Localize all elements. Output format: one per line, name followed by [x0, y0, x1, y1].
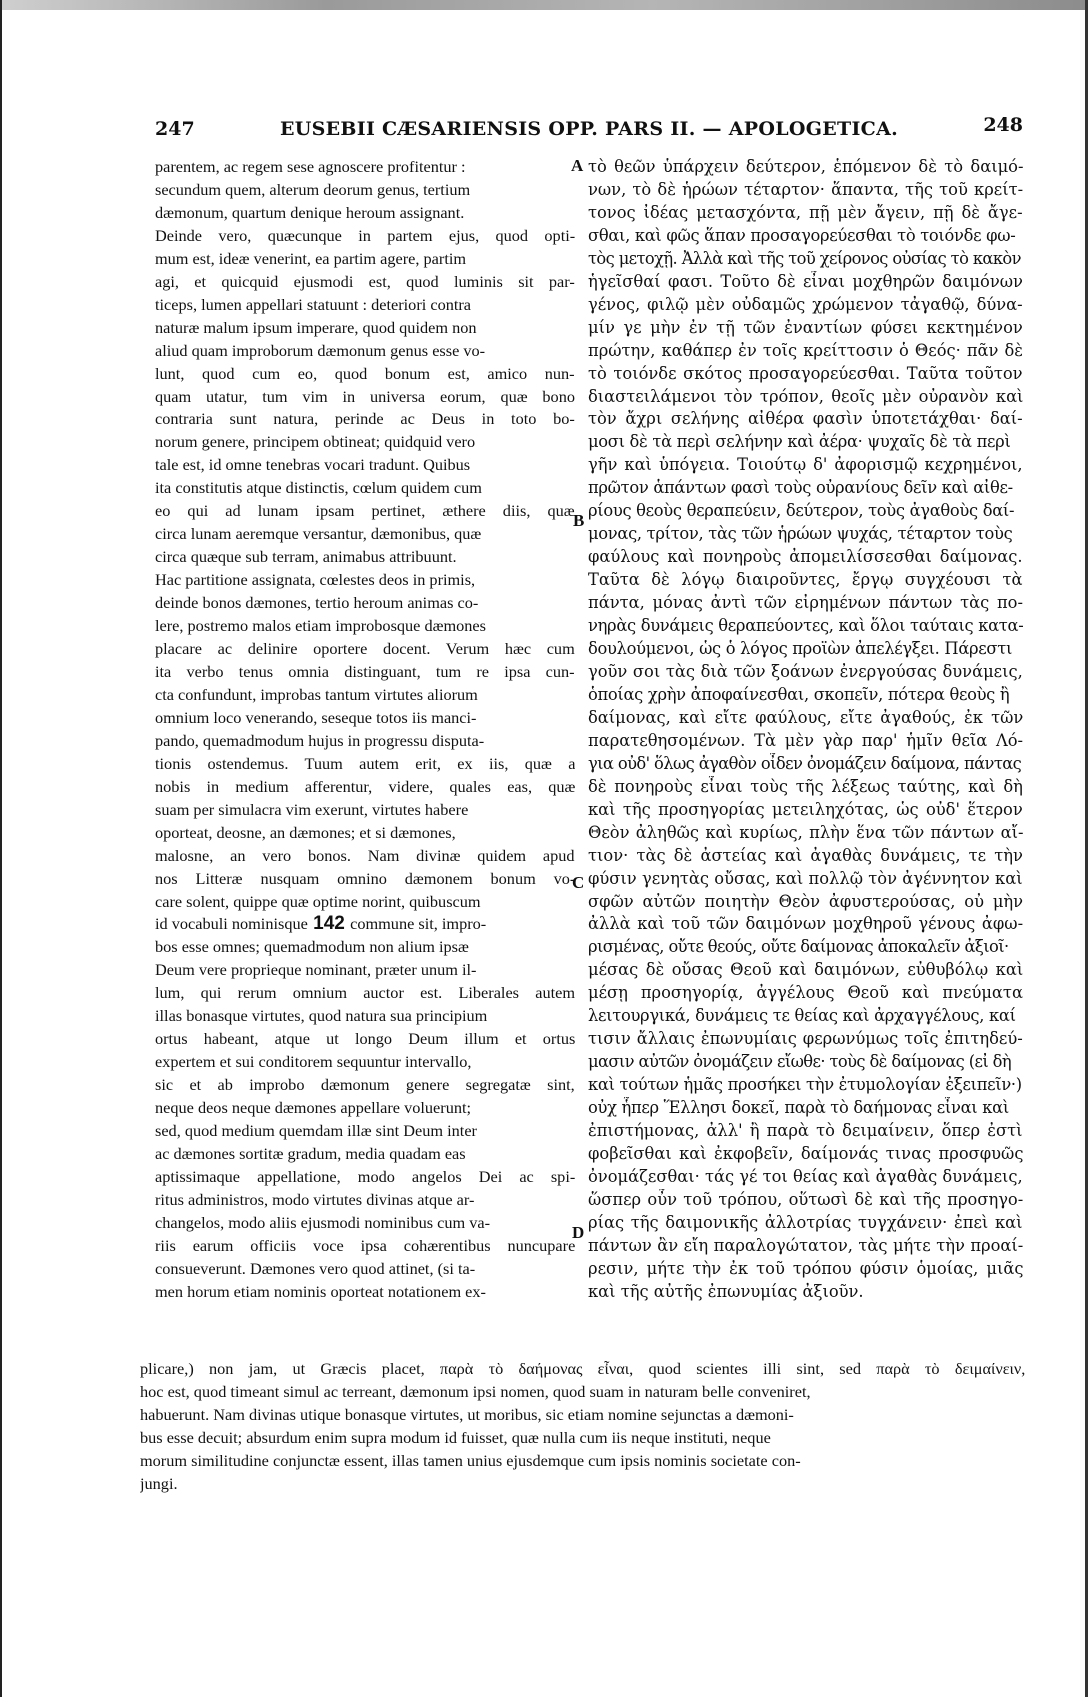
text-line: [588, 1005, 1023, 1028]
text-line: [155, 959, 575, 982]
text-line: [155, 592, 575, 615]
line-text: deinde bonos dæmones, tertio heroum animas co-: [155, 593, 479, 613]
line-text: sed, quod medium quemdam illæ sint Deum inter: [155, 1121, 477, 1141]
line-text: παρατεθησομένων. Τὰ μὲν γὰρ παρ' ἡμῖν θεῖα Λό-: [588, 730, 1023, 750]
line-text: lere, postremo malos etiam improbosque dæmones: [155, 616, 486, 636]
text-line: [588, 294, 1023, 317]
text-line: [588, 1051, 1023, 1074]
line-text: aliud quam improborum dæmonum genus esse vo-: [155, 340, 486, 360]
text-line: [588, 913, 1023, 936]
latin-column: [155, 156, 575, 1356]
text-line: [155, 776, 575, 799]
text-line: [588, 202, 1023, 225]
line-text: men horum etiam nominis oporteat notationem ex-: [155, 1281, 486, 1301]
bottom-text-line: habuerunt. Nam divinas utique bonasque virtutes, ut moribus, sic etiam nomine sejunctas a dæmoni-: [140, 1405, 794, 1425]
text-line: [155, 1212, 575, 1235]
line-text: ἐπιστήμονας, ἀλλ' ἢ παρὰ τὸ δειμαίνειν, ὅπερ ἐστὶ: [588, 1121, 1023, 1141]
line-text: δαίμονας, καὶ εἴτε φαύλους, εἴτε ἀγαθούς, ἐκ τῶν: [588, 707, 1023, 727]
text-line: [588, 340, 1023, 363]
line-text-tail: commune sit, impro-: [350, 914, 487, 934]
text-line: [588, 271, 1023, 294]
line-text: διαστειλάμενοι τὸν τρόπον, θεοῖς μὲν οὐρανὸν καὶ: [588, 386, 1023, 406]
line-text: τὸς μετοχῇ. Ἀλλὰ καὶ τῆς τοῦ χείρονος οὐσίας τὸ κακὸν: [588, 248, 1021, 268]
line-text: circa lunam aeremque versantur, dæmonibus, quæ: [155, 524, 482, 544]
text-line: [588, 730, 1023, 753]
text-line: [588, 845, 1023, 868]
text-line: [588, 569, 1023, 592]
text-line: [155, 225, 575, 248]
text-line: [155, 202, 575, 225]
line-text: ritus administros, modo virtutes divinas atque ar-: [155, 1189, 475, 1209]
text-line: [588, 1281, 1023, 1304]
text-line: [588, 891, 1023, 914]
line-text: Deum vere proprieque nominant, præter unum il-: [155, 960, 477, 980]
line-text: tionis ostendemus. Tuum autem erit, ex iis, quæ a: [155, 753, 575, 773]
line-text: care solent, quippe quæ optime norint, quibuscum: [155, 891, 481, 911]
line-text: μασιν αὐτῶν ὀνομάζειν εἴωθε· τοὺς δὲ δαίμονας (εἰ δὴ: [588, 1052, 1012, 1072]
text-line: [155, 638, 575, 661]
line-text: quam utatur, tum vim in universa eorum, quæ bono: [155, 386, 575, 406]
text-line: [155, 913, 575, 936]
line-text: omnium loco venerando, seseque totos iis manci-: [155, 707, 477, 727]
text-line: [588, 523, 1023, 546]
text-line: [588, 1143, 1023, 1166]
margin-marker-d: D: [572, 1223, 585, 1242]
text-line: [588, 477, 1023, 500]
line-text: lunt, quod cum eo, quod bonum est, amico nun-: [155, 363, 575, 383]
text-line: [588, 363, 1023, 386]
line-text: bos esse omnes; quemadmodum non alium ipsæ: [155, 937, 469, 957]
text-line: [588, 317, 1023, 340]
line-text: ὥσπερ οὖν τοῦ τρόπου, οὕτωσὶ δὲ καὶ τῆς προσηγο-: [588, 1189, 1023, 1209]
text-line: [155, 431, 575, 454]
line-text: τὸν ἄχρι σελήνης αἰθέρα φασὶν ὑποτετάχθαι· δαί-: [588, 409, 1023, 429]
bottom-full-width-text: [140, 1357, 1025, 1496]
text-line: [155, 340, 575, 363]
text-line: [588, 1074, 1023, 1097]
line-text: τισιν ἄλλαις ἐπωνυμίαις φερωνύμως τοῖς ἐπιτηδεύ-: [588, 1029, 1023, 1049]
scan-left-edge: [0, 0, 2, 1697]
line-text: γένος, φιλῷ μὲν οὐδαμῶς χρώμενον τἀγαθῷ, δύνα-: [588, 294, 1023, 314]
line-text: πρώτην, καθάπερ ἐν τοῖς κρείττοσιν ὁ Θεός· πᾶν δὲ: [588, 340, 1023, 360]
text-line: [588, 615, 1023, 638]
line-text: ita constitutis atque distinctis, cœlum quidem cum: [155, 478, 482, 498]
bottom-text-line: bus esse decuit; absurdum enim supra modum id fuisset, quæ nulla cum iis neque instituti, neque: [140, 1428, 771, 1448]
line-text: ἡγεῖσθαί φασι. Τοῦτο δὲ εἶναι μοχθηρῶν δαιμόνων: [588, 271, 1023, 291]
text-line: [588, 982, 1023, 1005]
line-text: μίν γε μὴν ἐν τῇ τῶν ἐναντίων φύσει κεκτημένον: [588, 317, 1023, 337]
text-line: [155, 1074, 575, 1097]
line-text: dæmonum, quartum denique heroum assignant.: [155, 202, 465, 222]
text-line: [155, 1120, 575, 1143]
text-line: [588, 1212, 1023, 1235]
text-line: [588, 1097, 1023, 1120]
text-line: [155, 1143, 575, 1166]
text-line: [588, 638, 1023, 661]
text-line: [155, 845, 575, 868]
line-text: tale est, id omne tenebras vocari tradunt. Quibus: [155, 455, 471, 475]
running-title: EUSEBII CÆSARIENSIS OPP. PARS II. — APOLOGETICA.: [279, 118, 899, 140]
line-text: circa quæque sub terram, animabus attribuunt.: [155, 547, 457, 567]
bottom-text-line: morum similitudine conjunctæ essent, illas tamen unius ejusdemque cum ipsis nominis societate con-: [140, 1451, 801, 1471]
line-text: nobis in medium afferentur, videre, quales eas, quæ: [155, 776, 575, 796]
text-line: [155, 408, 575, 431]
line-text: secundum quem, alterum deorum genus, tertium: [155, 179, 471, 199]
bottom-text-line: hoc est, quod timeant simul ac terreant, dæmonum ipsi nomen, quod suam in naturam belle conveniret,: [140, 1382, 811, 1402]
line-text: sic et ab improbo dæmonum genere segregatæ sint,: [155, 1075, 575, 1095]
line-text: illas bonasque virtutes, quod natura sua principium: [155, 1006, 488, 1026]
text-line: [155, 1235, 575, 1258]
text-line: [155, 294, 575, 317]
text-line: [155, 523, 575, 546]
line-text: οὐχ ἧπερ Ἕλλησι δοκεῖ, παρὰ τὸ δαήμονας εἶναι καὶ: [588, 1098, 1009, 1118]
line-text: ticeps, lumen appellari statuunt : deteriori contra: [155, 294, 472, 314]
line-text: Deinde vero, quæcunque in partem ejus, quod opti-: [155, 225, 575, 245]
text-line: [155, 546, 575, 569]
line-text: riis earum officiis voce ipsa cohærentibus nuncupare: [155, 1235, 575, 1255]
line-text: φαύλους καὶ πονηροὺς ἀπομειλίσσεσθαι δαίμονας.: [588, 547, 1023, 567]
text-line: [588, 753, 1023, 776]
line-text: ita verbo tenus omnia distinguant, tum re ipsa cun-: [155, 661, 575, 681]
text-line: [155, 822, 575, 845]
text-line: [155, 1028, 575, 1051]
text-line: [588, 661, 1023, 684]
text-line: [155, 477, 575, 500]
text-line: [155, 936, 575, 959]
page-header: [155, 114, 1023, 148]
text-line: [588, 707, 1023, 730]
text-line: [588, 156, 1023, 179]
line-text: suam per simulacra vim exerunt, virtutes habere: [155, 799, 469, 819]
line-text: Ταῦτα δὲ λόγῳ διαιροῦντες, ἔργῳ συγχέουσι τὰ: [588, 570, 1023, 590]
line-text: neque deos neque dæmones appellare voluerunt;: [155, 1098, 472, 1118]
line-text: καὶ τῆς αὐτῆς ἐπωνυμίας ἀξιοῦν.: [588, 1281, 864, 1301]
line-text: για οὐδ' ὅλως ἀγαθὸν οἶδεν ὀνομάζειν δαίμονα, πάντας: [588, 753, 1022, 773]
text-line: [588, 1189, 1023, 1212]
text-line: [155, 661, 575, 684]
line-text: Θεὸν ἀληθῶς καὶ κυρίως, πλὴν ἕνα τῶν πάντων αἴ-: [588, 822, 1023, 842]
line-text: πάντων ἂν εἴη παραλογώτατον, τὰς μήτε τὴν προαί-: [588, 1235, 1023, 1255]
line-text: oporteat, deosne, an dæmones; et si dæmones,: [155, 822, 456, 842]
text-line: [588, 822, 1023, 845]
line-text: ortus habeant, atque ut longo Deum illum et ortus: [155, 1029, 575, 1049]
line-text: γῆν καὶ ὑπόγεια. Τοιούτῳ δ' ἀφορισμῷ κεχρημένοι,: [588, 455, 1023, 475]
text-line: [588, 799, 1023, 822]
line-text: ρίους θεοὺς θεραπεύειν, δεύτερον, τοὺς ἀγαθοὺς δαί-: [588, 501, 1015, 521]
line-text: changelos, modo aliis ejusmodi nominibus cum va-: [155, 1212, 491, 1232]
line-text: ἀλλὰ καὶ τοῦ τῶν δαιμόνων μοχθηροῦ γένους ἀφω-: [588, 914, 1023, 934]
text-line: [155, 500, 575, 523]
text-line: [155, 1258, 575, 1281]
text-line: [588, 225, 1023, 248]
margin-marker-c: C: [572, 873, 585, 892]
text-line: [155, 248, 575, 271]
text-line: [588, 1166, 1023, 1189]
text-line: [155, 1166, 575, 1189]
text-line: [155, 1189, 575, 1212]
text-line: [588, 1120, 1023, 1143]
text-line: [588, 959, 1023, 982]
line-text: malosne, an vero bonos. Nam divinæ quidem apud: [155, 845, 575, 865]
text-line: [155, 684, 575, 707]
text-line: [588, 684, 1023, 707]
text-line: [155, 317, 575, 340]
line-text: λειτουργικά, δυνάμεις τε θείας καὶ ἀρχαγγέλους, καί: [588, 1006, 1016, 1026]
line-text: πρῶτον ἁπάντων φασὶ τοὺς οὐρανίους δεῖν καὶ αἰθε-: [588, 478, 1013, 498]
line-text: τὸ τοιόνδε σκότος προσαγορεύεσθαι. Ταῦτα τοῦτον: [588, 363, 1023, 383]
text-line: [155, 386, 575, 409]
text-line: [155, 156, 575, 179]
line-text: νηρὰς δυνάμεις θεραπεύοντες, καὶ ὅλοι ταύταις κατα-: [588, 616, 1023, 636]
line-text: νων, τὸ δὲ ἡρώων τέταρτον· ἅπαντα, τῆς τοῦ κρείτ-: [588, 179, 1023, 199]
line-text: parentem, ac regem sese agnoscere profitentur :: [155, 157, 466, 176]
line-text: nos Litteræ nusquam omnino dæmonem bonum vo-: [155, 868, 575, 888]
line-text: δὲ πονηροὺς εἶναι τοὺς τῆς λέξεως ταύτης, καὶ δὴ: [588, 776, 1023, 796]
line-text: id vocabuli nominisque: [155, 914, 308, 934]
line-text: ac dæmones sortitæ gradum, media quadam eas: [155, 1143, 466, 1163]
line-text: ὀνομάζεσθαι· τάς γέ τοι θείας καὶ ἀγαθὰς δυνάμεις,: [588, 1166, 1023, 1186]
text-line: [155, 179, 575, 202]
page-number-right: 248: [983, 114, 1023, 136]
line-text: φύσιν γενητὰς οὔσας, καὶ πολλῷ τὸν ἀγέννητον καὶ: [588, 868, 1023, 888]
line-text: lum, qui rerum omnium auctor est. Liberales autem: [155, 983, 575, 1003]
line-text: placare ac delinire oportere docent. Verum hæc cum: [155, 639, 575, 659]
margin-marker-b: B: [573, 511, 585, 530]
text-line: [155, 707, 575, 730]
text-line: [588, 179, 1023, 202]
text-line: [588, 868, 1023, 891]
text-line: [155, 363, 575, 386]
line-text: ρισμένας, οὔτε θεούς, οὔτε δαίμονας ἀποκαλεῖν ἀξιοῖ·: [588, 937, 1009, 957]
text-line: [588, 1028, 1023, 1051]
line-text: γοῦν σοι τὰς διὰ τῶν ξοάνων ἐνεργούσας δυνάμεις,: [588, 661, 1023, 681]
text-line: [155, 753, 575, 776]
line-text: Hac partitione assignata, cœlestes deos in primis,: [155, 570, 476, 590]
text-line: [155, 271, 575, 294]
text-line: [155, 569, 575, 592]
line-text: aptissimaque appellatione, modo angelos Dei ac spi-: [155, 1166, 575, 1186]
line-text: mum est, ideæ venerint, ea partim agere, partim: [155, 248, 467, 268]
margin-marker-a: A: [571, 156, 584, 175]
text-line: [588, 592, 1023, 615]
text-line: [588, 776, 1023, 799]
line-text: contraria sunt natura, perinde ac Deus in toto bo-: [155, 409, 575, 429]
line-text: μοσι δὲ τὰ περὶ σελήνην καὶ ἀέρα· ψυχαῖς δὲ τὰ περὶ: [588, 432, 1011, 452]
line-text: ὁποίας χρὴν ἀποφαίνεσθαι, σκοπεῖν, πότερα θεοὺς ἢ: [588, 684, 1010, 704]
text-line: [155, 1281, 575, 1304]
text-line: [155, 454, 575, 477]
line-text: μονας, τρίτον, τὰς τῶν ἡρώων ψυχάς, τέταρτον τοὺς: [588, 524, 1013, 544]
line-text: τιον· τὰς δὲ ἀστείας καὶ ἀγαθὰς δυνάμεις, τε τὴν: [588, 845, 1023, 865]
line-text: pando, quemadmodum hujus in progressu disputa-: [155, 730, 485, 750]
text-line: [155, 615, 575, 638]
text-line: [588, 386, 1023, 409]
text-line: [155, 1097, 575, 1120]
greek-column: [588, 156, 1023, 1356]
line-text: ρίας τῆς δαιμονικῆς ἀλλοτρίας τυγχάνειν· ἐπεὶ καὶ: [588, 1212, 1023, 1232]
inline-page-number: 142: [307, 913, 351, 935]
line-text: φοβεῖσθαι καὶ ἐκφοβεῖν, δαίμονάς τινας προσφυῶς: [588, 1143, 1023, 1163]
text-line: [588, 546, 1023, 569]
line-text: agi, et quicquid ejusmodi est, quod luminis sit par-: [155, 271, 575, 291]
line-text: καὶ τούτων ἡμᾶς προσήκει τὴν ἐτυμολογίαν ἐξειπεῖν·): [588, 1075, 1022, 1095]
line-text: τονος ἰδέας μετασχόντα, πῇ μὲν ἄγειν, πῇ δὲ ἄγε-: [588, 202, 1023, 222]
text-line: [588, 431, 1023, 454]
text-line: [155, 891, 575, 914]
text-line: [155, 982, 575, 1005]
text-line: [588, 454, 1023, 477]
line-text: eo qui ad lunam ipsam pertinet, æthere diis, quæ: [155, 501, 575, 521]
text-line: [588, 936, 1023, 959]
line-text: πάντα, μόνας ἀντὶ τῶν εἰρημένων πάντων τὰς πο-: [588, 593, 1023, 613]
line-text: cta confundunt, improbas tantum virtutes aliorum: [155, 684, 478, 704]
text-line: [155, 1051, 575, 1074]
text-line: [588, 1258, 1023, 1281]
text-line: [588, 1235, 1023, 1258]
line-text: σθαι, καὶ φῶς ἅπαν προσαγορεύεσθαι τὸ τοιόνδε φω-: [588, 225, 1016, 245]
line-text: μέσῃ προσηγορίᾳ, ἀγγέλους Θεοῦ καὶ πνεύματα: [588, 983, 1023, 1003]
line-text: naturæ malum ipsum imperare, quod quidem non: [155, 317, 477, 337]
line-text: ρεσιν, μήτε τὴν ἐκ τοῦ τρόπου φύσιν ὁμοίας, μιᾶς: [588, 1258, 1023, 1278]
line-text: expertem et sui conditorem sequuntur intervallo,: [155, 1052, 472, 1072]
bottom-text-line: jungi.: [140, 1474, 178, 1494]
bottom-text-line: plicare,) non jam, ut Græcis placet, παρὰ τὸ δαήμονας εἶναι, quod scientes illi sint, sed παρὰ τὸ δειμαίνειν,: [140, 1359, 1025, 1378]
scan-top-band: [0, 0, 1088, 10]
text-line: [588, 500, 1023, 523]
text-line: [588, 408, 1023, 431]
page-number-left: 247: [155, 118, 195, 140]
line-text: norum genere, principem obtineat; quidquid vero: [155, 432, 476, 452]
text-line: [155, 730, 575, 753]
line-text: δουλούμενοι, ὡς ὁ λόγος προϊὼν ἀπελέγξει. Πάρεστι: [588, 639, 1013, 659]
text-line: [155, 868, 575, 891]
line-text: μέσας δὲ οὔσας Θεοῦ καὶ δαιμόνων, εὐθυβόλῳ καὶ: [588, 960, 1023, 980]
line-text: καὶ τῆς προσηγορίας μετειληχότας, ὡς οὐδ' ἕτερον: [588, 799, 1023, 819]
line-text: consueverunt. Dæmones vero quod attinet, (si ta-: [155, 1258, 476, 1278]
text-line: [155, 799, 575, 822]
text-line: [588, 248, 1023, 271]
line-text: τὸ θεῶν ὑπάρχειν δεύτερον, ἑπόμενον δὲ τὸ δαιμό-: [588, 157, 1023, 176]
text-line: [155, 1005, 575, 1028]
line-text: σφῶν αὐτῶν ποιητὴν Θεὸν ἀφυστερούσας, οὐ μὴν: [588, 891, 1023, 911]
